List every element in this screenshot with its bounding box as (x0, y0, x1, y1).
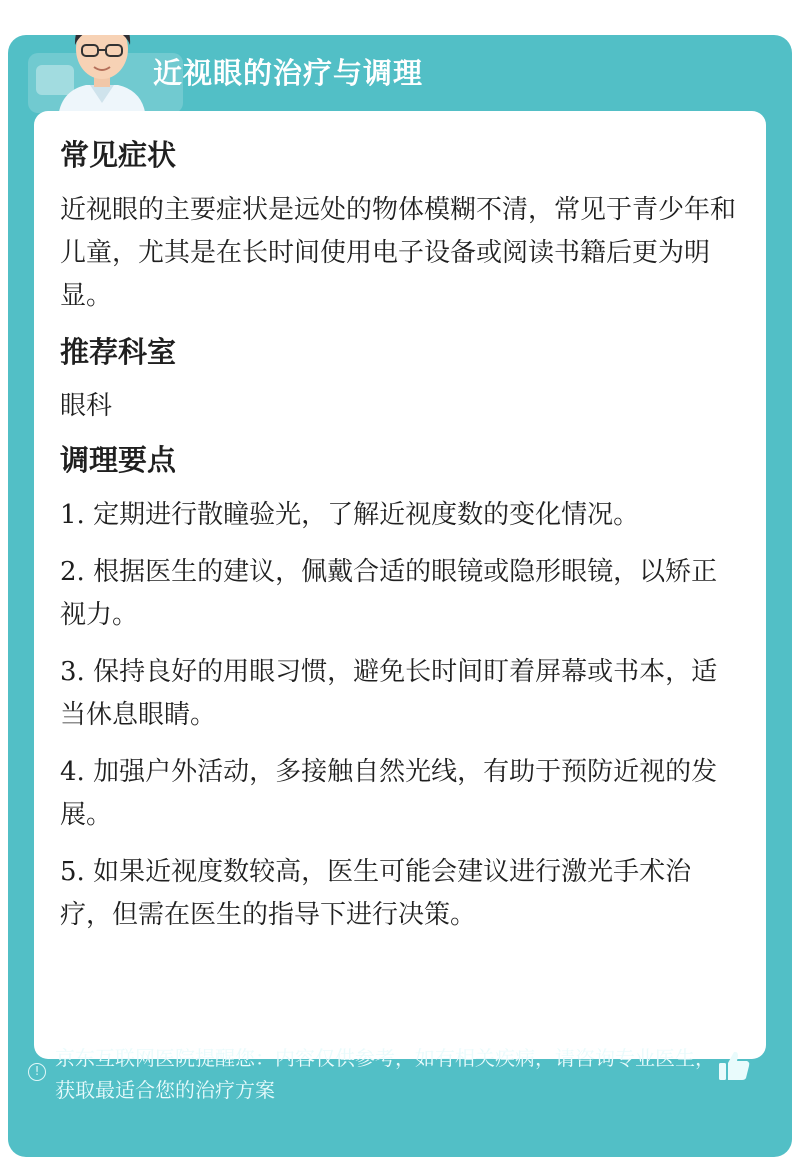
list-item-text: 保持良好的用眼习惯，避免长时间盯着屏幕或书本，适当休息眼睛。 (60, 657, 718, 730)
list-item-text: 加强户外活动，多接触自然光线，有助于预防近视的发展。 (60, 757, 718, 830)
list-item-number: 1. (60, 500, 85, 530)
list-item (60, 494, 740, 537)
list-item-number: 3. (60, 657, 85, 687)
page-title: 近视眼的治疗与调理 (153, 56, 424, 90)
department-text: 眼科 (60, 391, 113, 421)
info-icon: ! (28, 1063, 46, 1081)
list-item (60, 551, 740, 637)
disclaimer-footer (28, 1042, 728, 1106)
section-title-symptoms: 常见症状 (60, 138, 177, 172)
disclaimer-text: 京东互联网医院提醒您：内容仅供参考，如有相关疾病，请咨询专业医生，获取最适合您的治疗方案 (55, 1046, 715, 1102)
section-title-care-points: 调理要点 (60, 443, 177, 477)
list-item (60, 851, 740, 937)
list-item-text: 定期进行散瞳验光，了解近视度数的变化情况。 (93, 500, 640, 530)
list-item-text: 如果近视度数较高，医生可能会建议进行激光手术治疗，但需在医生的指导下进行决策。 (60, 857, 692, 930)
list-item-number: 4. (60, 757, 85, 787)
symptoms-text: 近视眼的主要症状是远处的物体模糊不清，常见于青少年和儿童，尤其是在长时间使用电子设备或阅读书籍后更为明显。 (60, 195, 737, 311)
content-panel (34, 111, 766, 1059)
section-title-department: 推荐科室 (60, 335, 177, 369)
list-item (60, 751, 740, 837)
list-item (60, 651, 740, 737)
list-item-number: 5. (60, 857, 85, 887)
thumbs-up-icon[interactable] (716, 1048, 752, 1084)
list-item-number: 2. (60, 557, 85, 587)
article-card (8, 35, 792, 1157)
list-item-text: 根据医生的建议，佩戴合适的眼镜或隐形眼镜，以矫正视力。 (60, 557, 718, 630)
doctor-avatar (50, 35, 154, 119)
